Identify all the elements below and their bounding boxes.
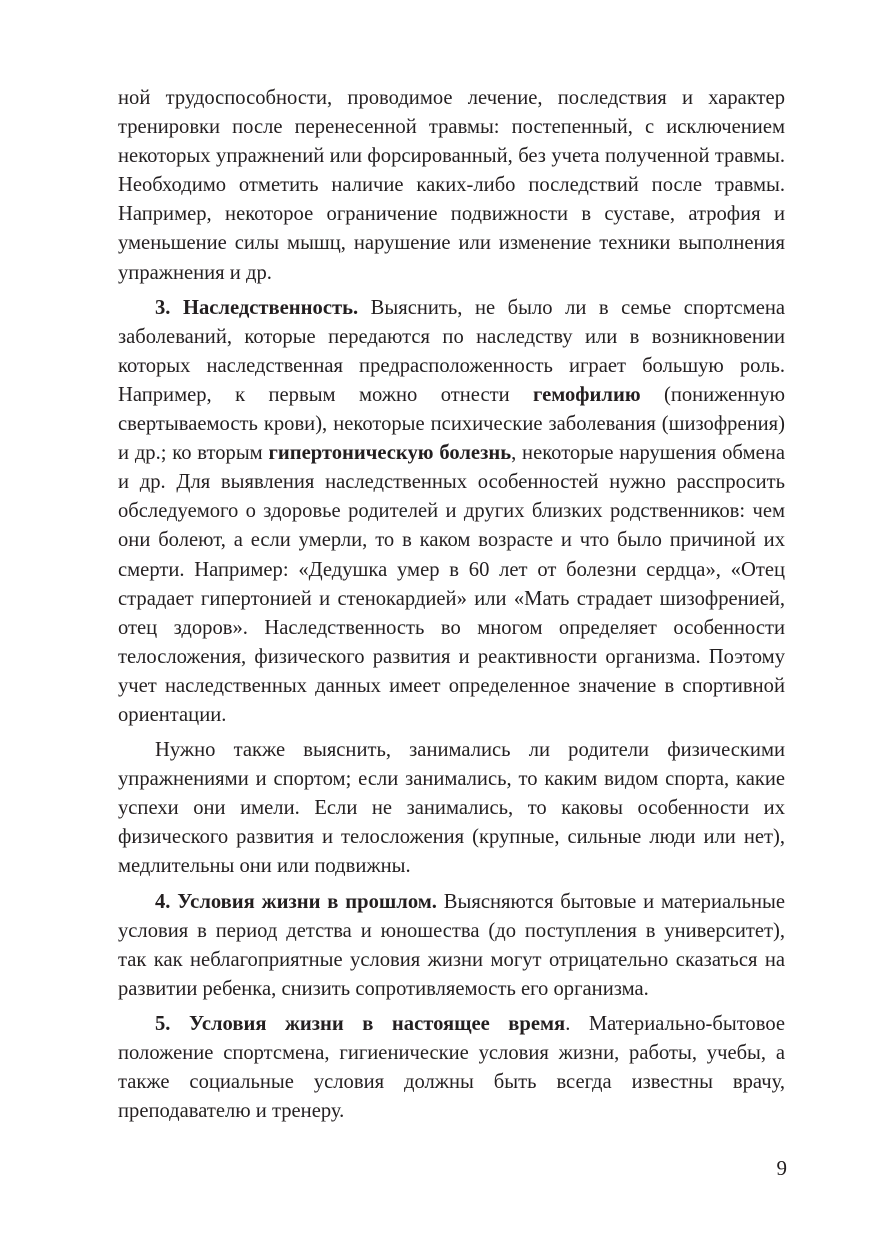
paragraph-trauma-continuation [118,84,785,288]
paragraph-text: Выясняются бытовые и материальные условия в период детства и юношества (до поступления в университет), так как неблагоприятные условия жизни могут отрицательно сказаться на развитии ребенка, снизить сопротивляемость его организма. [118,890,785,1000]
paragraph-heredity [118,294,785,730]
paragraph-text: Выяснить, не было ли в семье спортсмена заболеваний, которые передаются по наследству или в возникновении которых наследственная предрасположенность играет большую роль. Например, к первым можно отнести [118,296,786,406]
paragraph-text: , некоторые нарушения обмена и др. Для выявления наследственных особенностей нужно расспросить обследуемого о здоровье родителей и других близких родственников: чем они болеют, а если умерли, то в каком возрасте и что было причиной их смерти. Например: «Дедушка умер в 60 лет от болезни сердца», «Отец страдает гипертонией и стенокардией» или «Мать страдает шизофренией, отец здоров». Наследственность во многом определяет особенности телосложения, физического развития и реактивности организма. Поэтому учет наследственных данных имеет определенное значение в спортивной ориентации. [118,442,785,726]
paragraph-past-living-conditions [118,888,785,1004]
paragraph-present-living-conditions [118,1010,785,1126]
section-heading-past-living-conditions: 4. Условия жизни в прошлом. [155,890,437,913]
paragraph-text: (пониженную свертываемость крови), некоторые психические заболевания (шизофрения) и др.; ко вторым [118,383,786,465]
paragraph-text: ной трудоспособности, проводимое лечение, последствия и характер тренировки после перенесенной травмы: постепенный, с исключением некоторых упражнений или форсированный, без учета полученной травмы. Необходимо отметить наличие каких-либо последствий после травмы. Например, некоторое ограничение подвижности в суставе, атрофия и уменьшение силы мышц, нарушение или изменение техники выполнения упражнения и др. [118,87,785,284]
term-hemophilia: гемофилию [533,383,641,406]
page-number: 9 [776,1156,787,1180]
paragraph-parents-sport [118,736,785,881]
page-text [118,84,785,1132]
section-heading-present-living-conditions: 5. Условия жизни в настоящее время [155,1012,566,1035]
section-heading-heredity: 3. Наследственность. [155,296,359,319]
paragraph-text: Нужно также выяснить, занимались ли родители физическими упражнениями и спортом; если занимались, то каким видом спорта, какие успехи они имели. Если не занимались, то каковы особенности их физического развития и телосложения (крупные, сильные люди или нет), медлительны они или подвижны. [118,739,785,878]
term-hypertension: гипертоническую болезнь [268,442,512,465]
paragraph-text: . Материально-бытовое положение спортсмена, гигиенические условия жизни, работы, учебы, а также социальные условия должны быть всегда известны врачу, преподавателю и тренеру. [118,1012,786,1123]
